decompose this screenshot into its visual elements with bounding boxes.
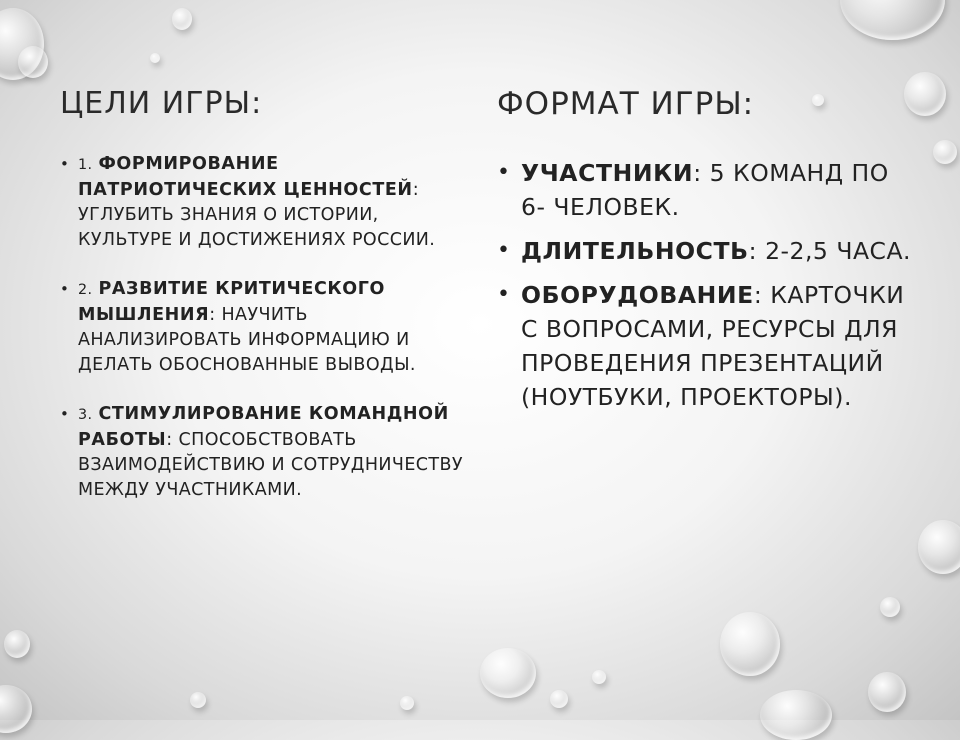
format-heading: ДЛИТЕЛЬНОСТЬ	[521, 237, 749, 265]
goal-item-1	[60, 152, 470, 253]
format-colon: :	[748, 237, 758, 265]
water-drop-decoration	[550, 690, 568, 708]
goal-number: 1.	[78, 157, 93, 173]
goal-heading: РАЗВИТИЕ КРИТИЧЕСКОГО МЫШЛЕНИЯ	[78, 279, 385, 325]
water-drop-decoration	[4, 630, 30, 658]
water-drop-decoration	[840, 0, 945, 40]
format-heading: УЧАСТНИКИ	[521, 159, 694, 187]
format-description: КАРТОЧКИ С ВОПРОСАМИ, РЕСУРСЫ ДЛЯ ПРОВЕДЕНИЯ ПРЕЗЕНТАЦИЙ (НОУТБУКИ, ПРОЕКТОРЫ).	[521, 281, 905, 411]
water-drop-decoration	[720, 612, 780, 676]
format-description: 5 КОМАНД ПО 6- ЧЕЛОВЕК.	[521, 159, 889, 221]
goals-column	[60, 84, 470, 527]
water-drop-decoration	[400, 696, 414, 710]
format-list	[497, 156, 917, 414]
goal-heading: ФОРМИРОВАНИЕ ПАТРИОТИЧЕСКИХ ЦЕННОСТЕЙ	[78, 154, 413, 200]
format-colon: :	[693, 159, 702, 187]
goal-description: УГЛУБИТЬ ЗНАНИЯ О ИСТОРИИ, КУЛЬТУРЕ И ДОСТИЖЕНИЯХ РОССИИ.	[78, 205, 436, 250]
format-column	[497, 84, 917, 424]
goal-description: СПОСОБСТВОВАТЬ ВЗАИМОДЕЙСТВИЮ И СОТРУДНИЧЕСТВУ МЕЖДУ УЧАСТНИКАМИ.	[78, 430, 463, 500]
goal-number: 3.	[78, 407, 93, 423]
water-drop-decoration	[150, 53, 160, 63]
goals-title: ЦЕЛИ ИГРЫ:	[60, 86, 263, 121]
water-drop-decoration	[0, 685, 32, 733]
goals-list	[60, 152, 470, 503]
water-drop-decoration	[760, 690, 832, 740]
water-drop-decoration	[480, 648, 536, 698]
goal-description: НАУЧИТЬ АНАЛИЗИРОВАТЬ ИНФОРМАЦИЮ И ДЕЛАТЬ ОБОСНОВАННЫЕ ВЫВОДЫ.	[78, 305, 416, 375]
format-title: ФОРМАТ ИГРЫ:	[497, 86, 755, 122]
format-item-participants	[497, 156, 917, 224]
format-item-equipment	[497, 278, 917, 414]
goal-colon: :	[412, 180, 419, 200]
format-heading: ОБОРУДОВАНИЕ	[521, 281, 754, 309]
goal-colon: :	[166, 430, 173, 450]
goal-item-3	[60, 402, 470, 503]
format-colon: :	[753, 281, 763, 309]
format-item-duration	[497, 234, 917, 268]
goal-item-2	[60, 277, 470, 378]
water-drop-decoration	[592, 670, 606, 684]
water-drop-decoration	[190, 692, 206, 708]
water-drop-decoration	[933, 140, 957, 164]
water-drop-decoration	[172, 8, 192, 30]
format-description: 2-2,5 ЧАСА.	[765, 237, 911, 265]
water-drop-decoration	[18, 46, 48, 78]
goal-colon: :	[209, 305, 216, 325]
water-drop-decoration	[868, 672, 906, 712]
goal-heading: СТИМУЛИРОВАНИЕ КОМАНДНОЙ РАБОТЫ	[78, 404, 449, 450]
water-drop-decoration	[918, 520, 960, 574]
goal-number: 2.	[78, 282, 93, 298]
water-drop-decoration	[880, 597, 900, 617]
